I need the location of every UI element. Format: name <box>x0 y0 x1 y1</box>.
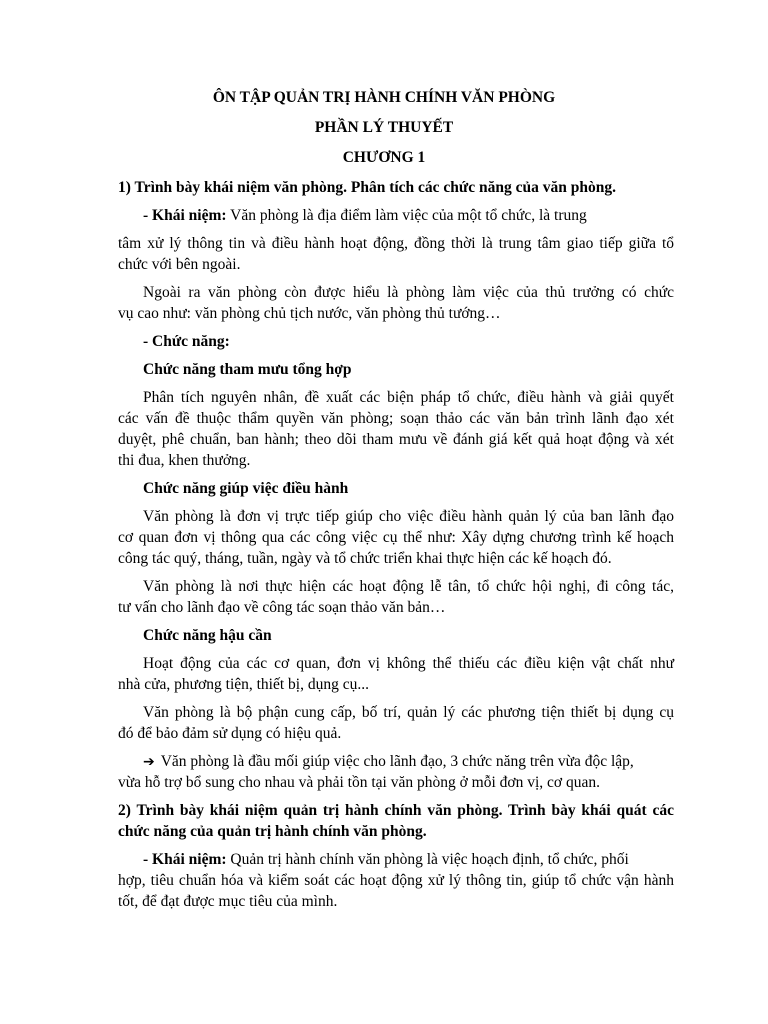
function-1-line-3: duyệt, phê chuẩn, ban hành; theo dõi tham mưu về đánh giá kết quả hoạt động và xét <box>118 431 674 448</box>
conclusion-line-2: vừa hỗ trợ bổ sung cho nhau và phải tồn tại văn phòng ở mỗi đơn vị, cơ quan. <box>118 774 600 791</box>
function-2-p2-line-2: tư vấn cho lãnh đạo về công tác soạn thảo văn bản… <box>118 599 446 616</box>
function-3-p2-line-1: Văn phòng là bộ phận cung cấp, bố trí, quản lý các phương tiện thiết bị dụng cụ <box>143 704 674 721</box>
arrow-right-icon: ➔ <box>143 754 155 770</box>
function-2-p1-line-2: cơ quan đơn vị thông qua các công việc cụ thể như: Xây dựng chương trình kế hoạch <box>118 529 674 546</box>
function-1-line-4: thi đua, khen thưởng. <box>118 452 251 469</box>
q2-definition-line-2: hợp, tiêu chuẩn hóa và kiểm soát các hoạt động xử lý thông tin, giúp tổ chức vận hành <box>118 872 674 889</box>
q1-extra-line-1: Ngoài ra văn phòng còn được hiểu là phòng làm việc của thủ trưởng có chức <box>143 284 674 301</box>
function-2-p1-line-1: Văn phòng là đơn vị trực tiếp giúp cho việc điều hành quản lý của ban lãnh đạo <box>143 508 674 525</box>
q1-definition-text: Văn phòng là địa điểm làm việc của một tổ chức, là trung <box>226 207 587 224</box>
function-2-heading: Chức năng giúp việc điều hành <box>143 480 349 497</box>
conclusion-line-1 <box>143 752 634 772</box>
q2-definition-line-1 <box>143 850 629 870</box>
function-2-p2-line-1: Văn phòng là nơi thực hiện các hoạt động lễ tân, tổ chức hội nghị, đi công tác, <box>143 578 674 595</box>
function-2-p1-line-3: công tác quý, tháng, tuần, ngày và tổ chức triển khai thực hiện các kế hoạch đó. <box>118 550 612 567</box>
question-2-line-1: 2) Trình bày khái niệm quản trị hành chính văn phòng. Trình bày khái quát các <box>118 802 674 819</box>
question-2-line-2: chức năng của quản trị hành chính văn phòng. <box>118 823 427 840</box>
function-3-heading: Chức năng hậu cần <box>143 627 272 644</box>
question-1: 1) Trình bày khái niệm văn phòng. Phân tích các chức năng của văn phòng. <box>118 179 616 196</box>
q1-definition-label: - Khái niệm: <box>143 207 227 224</box>
function-1-line-2: các vấn đề thuộc thẩm quyền văn phòng; soạn thảo các văn bản trình lãnh đạo xét <box>118 410 674 427</box>
chapter-heading: CHƯƠNG 1 <box>342 149 426 166</box>
function-3-p1-line-2: nhà cửa, phương tiện, thiết bị, dụng cụ... <box>118 676 369 693</box>
q2-definition-label: - Khái niệm: <box>143 851 227 868</box>
document-title: ÔN TẬP QUẢN TRỊ HÀNH CHÍNH VĂN PHÒNG <box>212 89 556 106</box>
function-3-p1-line-1: Hoạt động của các cơ quan, đơn vị không thể thiếu các điều kiện vật chất như <box>143 655 674 672</box>
function-1-line-1: Phân tích nguyên nhân, đề xuất các biện pháp tổ chức, điều hành và giải quyết <box>143 389 674 406</box>
functions-label: - Chức năng: <box>143 333 230 350</box>
q2-definition-text: Quản trị hành chính văn phòng là việc hoạch định, tổ chức, phối <box>226 851 629 868</box>
conclusion-text: Văn phòng là đầu mối giúp việc cho lãnh đạo, 3 chức năng trên vừa độc lập, <box>160 753 634 770</box>
q1-extra-line-2: vụ cao như: văn phòng chủ tịch nước, văn phòng thủ tướng… <box>118 305 501 322</box>
q1-definition-line-1 <box>143 206 587 226</box>
q1-definition-line-2: tâm xử lý thông tin và điều hành hoạt động, đồng thời là trung tâm giao tiếp giữa tổ <box>118 235 674 252</box>
q1-definition-line-3: chức với bên ngoài. <box>118 256 241 273</box>
function-1-heading: Chức năng tham mưu tổng hợp <box>143 361 352 378</box>
q2-definition-line-3: tốt, để đạt được mục tiêu của mình. <box>118 893 338 910</box>
part-heading: PHẦN LÝ THUYẾT <box>314 119 454 136</box>
function-3-p2-line-2: đó để bảo đảm sử dụng có hiệu quả. <box>118 725 342 742</box>
